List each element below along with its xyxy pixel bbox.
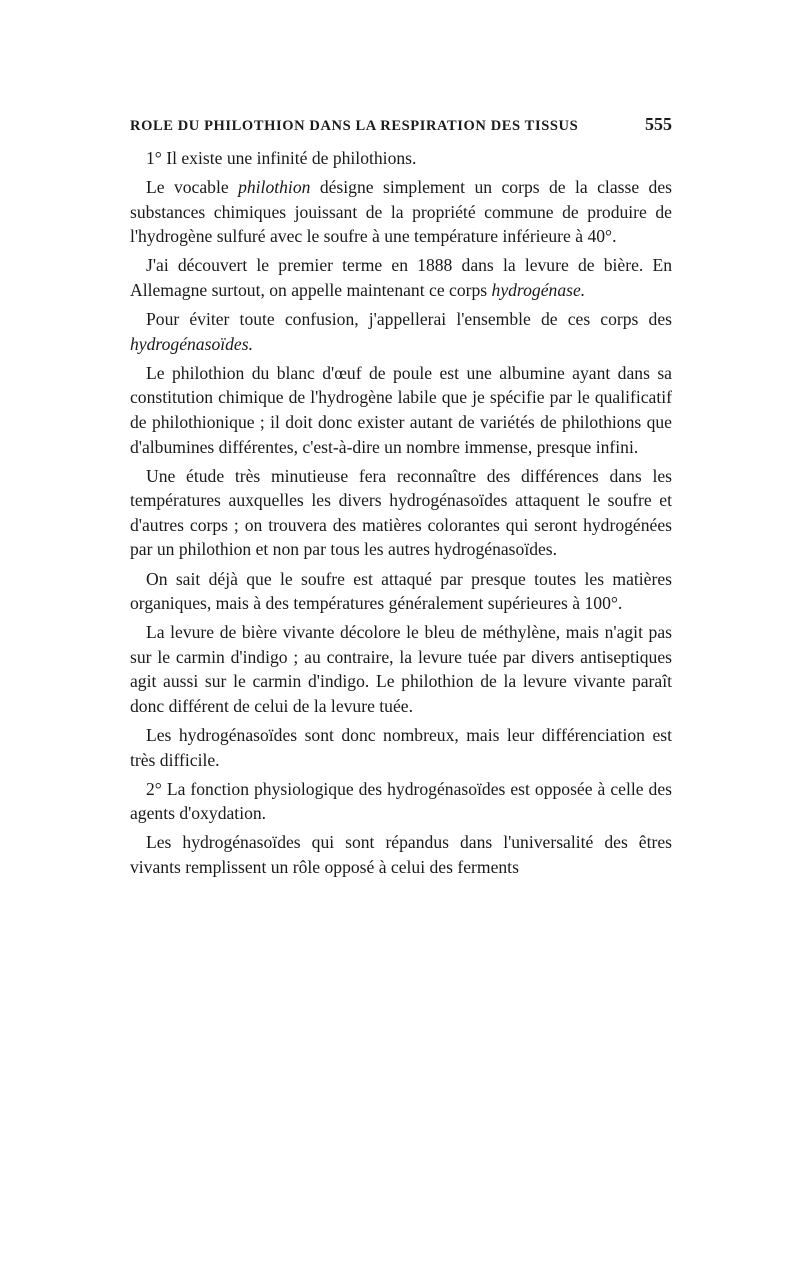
paragraph-6: Une étude très minutieuse fera reconnaître des différences dans les températures auxquelles les divers hydrogénasoïdes attaquent le soufre et d'autres corps ; on trouvera des matières colorantes qui seront hydrogénées par un philothion et non par tous les autres hydrogénasoïdes. [130,465,672,560]
paragraph-3-italic: hydrogénase. [491,279,586,300]
paragraph-4-text: Pour éviter toute confusion, j'appellerai l'ensemble de ces corps des [146,309,672,330]
paragraph-5: Le philothion du blanc d'œuf de poule est une albumine ayant dans sa constitution chimique de l'hydrogène labile que je spécifie par le qualificatif de philothionique ; il doit donc exister autant de variétés de philothions que d'albumines différentes, c'est-à-dire un nombre immense, presque infini. [130,362,672,457]
paragraph-3-text: J'ai découvert le premier terme en 1888 dans la levure de bière. En Allemagne surtout, on appelle maintenant ce corps [130,255,672,300]
running-title: ROLE DU PHILOTHION DANS LA RESPIRATION DES TISSUS [130,118,579,134]
paragraph-4-italic: hydrogénasoïdes. [130,333,253,354]
paragraph-2-text-a: Le vocable [146,177,239,198]
page-number: 555 [645,114,672,134]
paragraph-8: La levure de bière vivante décolore le bleu de méthylène, mais n'agit pas sur le carmin d'indigo ; au contraire, la levure tuée par divers antiseptiques agit aussi sur le carmin d'indigo. Le philothion de la levure vivante paraît donc différent de celui de la levure tuée. [130,622,672,716]
paragraph-9: Les hydrogénasoïdes sont donc nombreux, mais leur différenciation est très difficile. [130,725,672,770]
paragraph-2-text-b: désigne simplement un corps de la classe des substances chimiques jouissant de la propriété commune de produire de l'hydrogène sulfuré avec le soufre à une température inférieure à 40°. [130,177,672,247]
paragraph-10: 2° La fonction physiologique des hydrogénasoïdes est opposée à celle des agents d'oxydation. [130,778,672,824]
book-page [130,112,672,884]
paragraph-4 [130,307,672,356]
paragraph-11: Les hydrogénasoïdes qui sont répandus dans l'universalité des êtres vivants remplissent un rôle opposé à celui des ferments [130,832,672,878]
paragraph-2-italic: philothion [238,177,311,198]
paragraph-7: On sait déjà que le soufre est attaqué par presque toutes les matières organiques, mais à des températures généralement supérieures à 100°. [130,568,672,614]
running-header [130,112,672,138]
paragraph-3 [130,253,672,302]
paragraph-2 [130,175,672,249]
paragraph-1: 1° Il existe une infinité de philothions. [146,148,417,168]
